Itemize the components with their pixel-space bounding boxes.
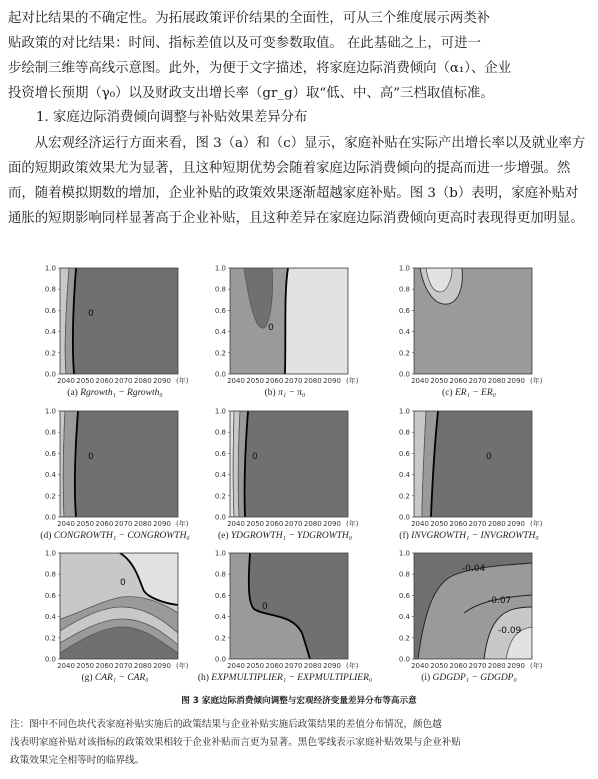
y-tick-label: 0.8	[214, 285, 226, 294]
y-tick-label: 0.2	[398, 634, 410, 643]
x-tick-label: 2040	[57, 662, 75, 670]
x-tick-label: 2090	[507, 520, 525, 528]
y-tick-label: 0.0	[398, 370, 410, 379]
contour-plot-g	[28, 549, 190, 687]
x-unit-label: (年)	[346, 662, 359, 670]
panel-formula: ER₁ − ER₀	[454, 388, 496, 398]
panel-letter: (c)	[442, 388, 455, 398]
y-tick-label: 1.0	[398, 264, 410, 273]
contour-value-label: 0	[88, 309, 94, 319]
y-tick-label: 0.6	[398, 306, 410, 315]
y-tick-label: 0.6	[398, 449, 410, 458]
y-tick-label: 0.6	[44, 449, 56, 458]
y-tick-label: 0.8	[398, 570, 410, 579]
panel-letter: (e)	[217, 531, 231, 541]
contour-panel-d	[28, 407, 190, 545]
x-tick-label: 2060	[449, 520, 468, 528]
x-unit-label: (年)	[176, 520, 189, 528]
y-tick-label: 0.4	[44, 471, 56, 480]
panel-letter: (g)	[81, 673, 95, 683]
contour-value-label: -0.04	[462, 564, 486, 574]
x-tick-label: 2060	[265, 520, 284, 528]
x-tick-label: 2080	[303, 377, 322, 385]
y-tick-label: 0.8	[44, 570, 56, 579]
panel-caption	[265, 387, 306, 398]
y-tick-label: 0.8	[214, 570, 226, 579]
contour-panel-c	[382, 264, 544, 402]
x-tick-label: 2050	[76, 662, 95, 670]
x-tick-label: 2060	[265, 662, 284, 670]
x-tick-label: 2090	[323, 377, 341, 385]
y-tick-label: 0.6	[44, 591, 56, 600]
intro-line-1: 起对比结果的不确定性。为拓展政策评价结果的全面性，可从三个维度展示两类补	[8, 11, 491, 26]
x-tick-label: 2040	[57, 520, 75, 528]
figure-caption: 图 3 家庭边际消费倾向调整与宏观经济变量差异分布等高示意	[181, 696, 417, 706]
y-tick-label: 0.4	[44, 613, 56, 622]
x-unit-label: (年)	[176, 377, 189, 385]
panel-caption	[399, 530, 538, 541]
panel-formula: INVGROWTH₁ − INVGROWTH₀	[411, 531, 539, 541]
y-tick-label: 1.0	[44, 549, 56, 558]
panel-letter: (h)	[197, 673, 212, 683]
panel-caption	[198, 672, 372, 683]
contour-value-label: -0.09	[498, 626, 522, 636]
y-tick-label: 0.0	[214, 513, 226, 522]
x-tick-label: 2090	[323, 662, 341, 670]
x-tick-label: 2060	[265, 377, 284, 385]
contour-panel-e	[198, 407, 360, 545]
contour-panel-f	[382, 407, 544, 545]
x-tick-label: 2090	[153, 520, 171, 528]
y-tick-label: 1.0	[214, 549, 226, 558]
y-tick-label: 1.0	[44, 264, 56, 273]
contour-panel-g	[28, 549, 190, 687]
panel-formula: YDGROWTH₁ − YDGROWTH₀	[230, 531, 353, 541]
x-tick-label: 2050	[76, 520, 95, 528]
y-tick-label: 1.0	[398, 407, 410, 416]
contour-value-label: -0.07	[488, 596, 512, 606]
y-tick-label: 0.0	[44, 370, 56, 379]
y-tick-label: 0.4	[398, 471, 410, 480]
panel-letter: (d)	[40, 531, 54, 541]
section-title: 1. 家庭边际消费倾向调整与补贴效果差异分布	[36, 110, 308, 125]
contour-panel-i	[382, 549, 544, 687]
x-tick-label: 2090	[153, 662, 171, 670]
x-tick-label: 2090	[507, 662, 525, 670]
panel-letter: (b)	[264, 388, 279, 398]
x-tick-label: 2060	[95, 662, 114, 670]
y-tick-label: 0.0	[44, 513, 56, 522]
x-tick-label: 2080	[487, 662, 506, 670]
x-tick-label: 2090	[153, 377, 171, 385]
contour-panel-b	[198, 264, 360, 402]
y-tick-label: 1.0	[398, 549, 410, 558]
x-tick-label: 2040	[411, 377, 429, 385]
contour-plot-f	[382, 407, 544, 545]
contour-plot-i	[382, 549, 544, 687]
x-tick-label: 2040	[227, 520, 245, 528]
x-tick-label: 2080	[133, 520, 152, 528]
y-tick-label: 0.0	[214, 655, 226, 664]
y-tick-label: 0.4	[214, 613, 226, 622]
y-tick-label: 0.4	[44, 328, 56, 337]
contour-value-label: 0	[252, 452, 258, 462]
contour-plot-h	[197, 549, 373, 687]
panel-letter: (i)	[421, 673, 433, 683]
y-tick-label: 1.0	[44, 407, 56, 416]
y-tick-label: 0.2	[214, 492, 226, 501]
y-tick-label: 0.6	[44, 306, 56, 315]
x-tick-label: 2080	[303, 520, 322, 528]
y-tick-label: 0.2	[398, 492, 410, 501]
x-unit-label: (年)	[530, 662, 543, 670]
y-tick-label: 0.2	[44, 492, 56, 501]
panel-caption	[40, 530, 189, 541]
x-tick-label: 2060	[449, 377, 468, 385]
y-tick-label: 0.8	[44, 285, 56, 294]
x-tick-label: 2060	[95, 520, 114, 528]
x-tick-label: 2070	[114, 520, 133, 528]
contour-panel-a	[28, 264, 190, 402]
y-tick-label: 0.4	[398, 613, 410, 622]
y-tick-label: 0.2	[44, 634, 56, 643]
contour-plot-c	[382, 264, 544, 402]
x-tick-label: 2050	[76, 377, 95, 385]
x-tick-label: 2070	[468, 662, 487, 670]
y-tick-label: 1.0	[214, 264, 226, 273]
x-tick-label: 2050	[246, 662, 265, 670]
intro-paragraph	[8, 6, 590, 106]
contour-plot-a	[28, 264, 190, 402]
intro-line-4: 投资增长预期（γ₀）以及财政支出增长率（gr_g）取“低、中、高”三档取值标准。	[8, 86, 494, 101]
x-tick-label: 2070	[284, 377, 303, 385]
note-line-2: 浅表明家庭补贴对该指标的政策效果相较于企业补贴而言更为显著。黑色零线表示家庭补贴效果与企业补贴	[10, 737, 461, 748]
panel-caption	[218, 530, 352, 541]
panel-letter: (f)	[399, 531, 412, 541]
x-tick-label: 2050	[430, 662, 449, 670]
x-tick-label: 2080	[133, 662, 152, 670]
y-tick-label: 0.6	[214, 306, 226, 315]
contour-plot-e	[198, 407, 360, 545]
x-tick-label: 2040	[411, 662, 429, 670]
contour-value-label: 0	[486, 452, 492, 462]
x-unit-label: (年)	[176, 662, 189, 670]
panel-caption	[81, 672, 148, 683]
panel-formula: CONGROWTH₁ − CONGROWTH₀	[53, 531, 190, 541]
x-tick-label: 2080	[303, 662, 322, 670]
contour-region	[60, 268, 178, 374]
y-tick-label: 0.2	[214, 349, 226, 358]
contour-value-label: 0	[262, 602, 268, 612]
y-tick-label: 0.4	[398, 328, 410, 337]
x-tick-label: 2090	[323, 520, 341, 528]
x-tick-label: 2050	[430, 377, 449, 385]
x-tick-label: 2040	[227, 377, 245, 385]
x-unit-label: (年)	[346, 377, 359, 385]
panel-formula: π₁ − π₀	[278, 388, 306, 398]
note-line-3: 政策效果完全相等时的临界线。	[10, 755, 145, 766]
y-tick-label: 0.6	[214, 449, 226, 458]
panel-letter: (a)	[67, 388, 81, 398]
x-tick-label: 2080	[487, 520, 506, 528]
y-tick-label: 0.0	[398, 655, 410, 664]
body-paragraph	[8, 131, 590, 231]
y-tick-label: 0.4	[214, 328, 226, 337]
y-tick-label: 0.0	[398, 513, 410, 522]
panel-formula: GDGDP₁ − GDGDP₀	[432, 673, 517, 683]
x-tick-label: 2070	[468, 520, 487, 528]
panel-caption	[67, 387, 162, 398]
x-tick-label: 2050	[430, 520, 449, 528]
y-tick-label: 1.0	[214, 407, 226, 416]
x-tick-label: 2090	[507, 377, 525, 385]
x-tick-label: 2040	[227, 662, 245, 670]
intro-line-3: 步绘制三维等高线示意图。此外，为便于文字描述，将家庭边际消费倾向（α₁）、企业	[8, 61, 512, 76]
x-unit-label: (年)	[346, 520, 359, 528]
y-tick-label: 0.0	[44, 655, 56, 664]
panel-formula: CAR₁ − CAR₀	[94, 673, 149, 683]
y-tick-label: 0.6	[398, 591, 410, 600]
x-tick-label: 2050	[246, 377, 265, 385]
y-tick-label: 0.8	[214, 428, 226, 437]
intro-line-2: 贴政策的对比结果：时间、指标差值以及可变参数取值。 在此基础之上，可进一	[8, 36, 481, 51]
x-tick-label: 2040	[411, 520, 429, 528]
panel-caption	[442, 387, 496, 398]
y-tick-label: 0.8	[398, 428, 410, 437]
body-text: 从宏观经济运行方面来看，图 3（a）和（c）显示，家庭补贴在实际产出增长率以及就业率方面的短期政策效果尤为显著，且这种短期优势会随着家庭边际消费倾向的提高而进一步增强。然而，随着模拟期数的增加，企业补贴的政策效果逐渐超越家庭补贴。图 3（b）表明，家庭补贴对通胀的短期影响同样显著高于企业补贴，且这种差异在家庭边际消费倾向更高时表现得更加明显。	[8, 136, 586, 226]
panel-formula: EXPMULTIPLIER₁ − EXPMULTIPLIER₀	[211, 673, 373, 683]
x-tick-label: 2060	[95, 377, 114, 385]
x-tick-label: 2070	[468, 377, 487, 385]
y-tick-label: 0.8	[398, 285, 410, 294]
x-unit-label: (年)	[530, 377, 543, 385]
contour-plot-b	[198, 264, 360, 402]
y-tick-label: 0.8	[44, 428, 56, 437]
x-tick-label: 2080	[487, 377, 506, 385]
y-tick-label: 0.2	[44, 349, 56, 358]
y-tick-label: 0.2	[398, 349, 410, 358]
y-tick-label: 0.4	[214, 471, 226, 480]
x-tick-label: 2060	[449, 662, 468, 670]
y-tick-label: 0.2	[214, 634, 226, 643]
x-unit-label: (年)	[530, 520, 543, 528]
panel-formula: Rgrowth₁ − Rgrowth₀	[80, 388, 163, 398]
figure-note	[10, 716, 588, 770]
x-tick-label: 2080	[133, 377, 152, 385]
x-tick-label: 2050	[246, 520, 265, 528]
contour-value-label: 0	[268, 323, 274, 333]
panel-caption	[421, 672, 517, 683]
x-tick-label: 2070	[284, 662, 303, 670]
contour-panel-h	[197, 549, 373, 687]
contour-value-label: 0	[88, 452, 94, 462]
contour-plot-d	[28, 407, 190, 545]
y-tick-label: 0.0	[214, 370, 226, 379]
contour-value-label: 0	[120, 578, 126, 588]
note-line-1: 注：图中不同色块代表家庭补贴实施后的政策结果与企业补贴实施后政策结果的差值分布情况，颜色越	[10, 719, 442, 730]
x-tick-label: 2070	[114, 662, 133, 670]
y-tick-label: 0.6	[214, 591, 226, 600]
x-tick-label: 2070	[114, 377, 133, 385]
x-tick-label: 2070	[284, 520, 303, 528]
x-tick-label: 2040	[57, 377, 75, 385]
